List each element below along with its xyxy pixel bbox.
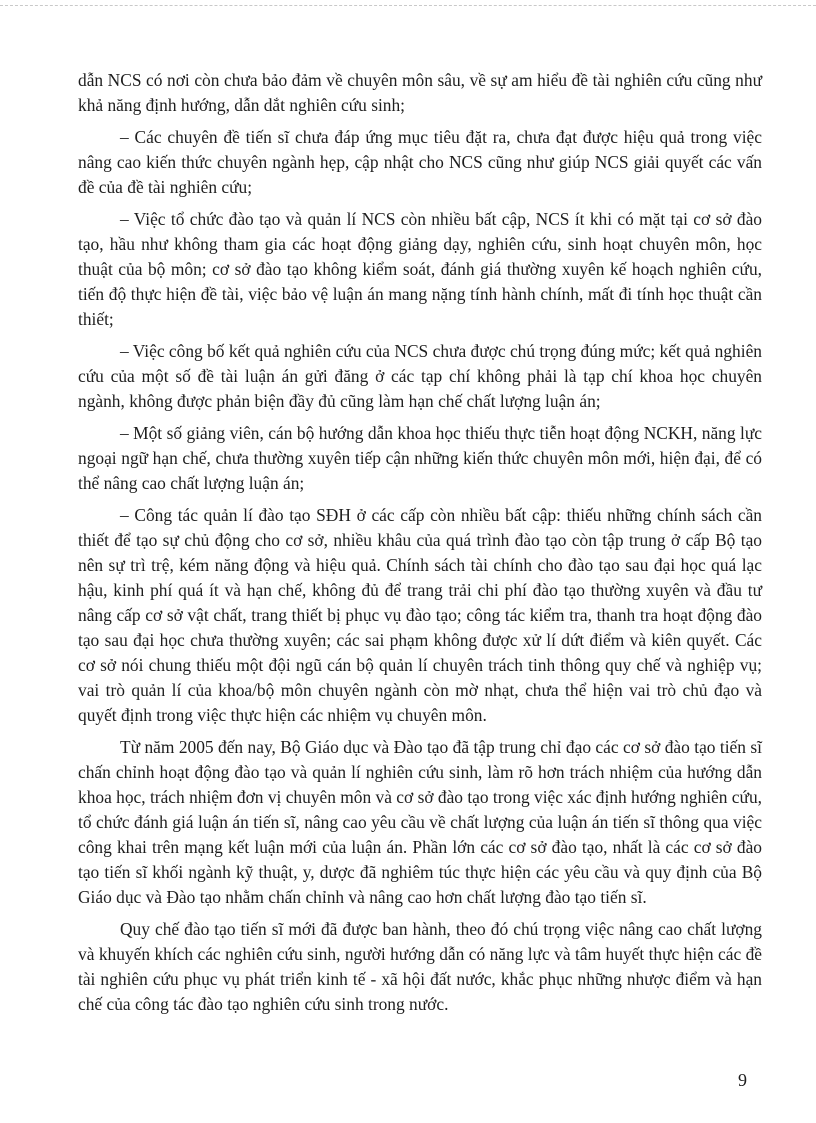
list-item-paragraph: – Công tác quản lí đào tạo SĐH ở các cấp còn nhiều bất cập: thiếu những chính sách cần thiết để tạo sự chủ động cho cơ sở, nhiều khâu của quá trình đào tạo còn tập trung ở cấp Bộ tạo nên sự trì trệ, kém năng động và hiệu quả. Chính sách tài chính cho đào tạo sau đại học quá lạc hậu, kinh phí quá ít và hạn chế, không đủ để trang trải chi phí đào tạo thường xuyên và đầu tư nâng cấp cơ sở vật chất, trang thiết bị phục vụ đào tạo; công tác kiểm tra, thanh tra hoạt động đào tạo sau đại học chưa thường xuyên; các sai phạm không được xử lí dứt điểm và kiên quyết. Các cơ sở nói chung thiếu một đội ngũ cán bộ quản lí chuyên trách tinh thông quy chế và nghiệp vụ; vai trò quản lí của khoa/bộ môn chuyên ngành còn mờ nhạt, chưa thể hiện vai trò chủ đạo và quyết định trong việc thực hiện các nhiệm vụ chuyên môn. [78,505,762,725]
list-item-paragraph: – Một số giảng viên, cán bộ hướng dẫn khoa học thiếu thực tiễn hoạt động NCKH, năng lực ngoại ngữ hạn chế, chưa thường xuyên tiếp cận những kiến thức chuyên môn mới, hiện đại, để có thể nâng cao chất lượng luận án; [78,423,762,493]
paragraph-continuation: dẫn NCS có nơi còn chưa bảo đảm về chuyên môn sâu, về sự am hiểu đề tài nghiên cứu cũng như khả năng định hướng, dẫn dắt nghiên cứu sinh; [78,70,762,115]
page-top-border [0,5,816,6]
list-item-paragraph: – Việc công bố kết quả nghiên cứu của NCS chưa được chú trọng đúng mức; kết quả nghiên cứu của một số đề tài luận án gửi đăng ở các tạp chí không phải là tạp chí khoa học chuyên ngành, không được phản biện đầy đủ cũng làm hạn chế chất lượng luận án; [78,341,762,411]
page-body [78,68,762,1024]
body-paragraph: Quy chế đào tạo tiến sĩ mới đã được ban hành, theo đó chú trọng việc nâng cao chất lượng và khuyến khích các nghiên cứu sinh, người hướng dẫn có năng lực và tâm huyết thực hiện các đề tài nghiên cứu phục vụ phát triển kinh tế - xã hội đất nước, khắc phục những nhược điểm và hạn chế của công tác đào tạo nghiên cứu sinh trong nước. [78,919,762,1014]
page-number: 9 [738,1070,747,1090]
body-paragraph: Từ năm 2005 đến nay, Bộ Giáo dục và Đào tạo đã tập trung chỉ đạo các cơ sở đào tạo tiến sĩ chấn chỉnh hoạt động đào tạo và quản lí nghiên cứu sinh, làm rõ hơn trách nhiệm của hướng dẫn khoa học, trách nhiệm đơn vị chuyên môn và cơ sở đào tạo trong việc xác định hướng nghiên cứu, tổ chức đánh giá luận án tiến sĩ, nâng cao yêu cầu về chất lượng của luận án tiến sĩ thông qua việc công khai trên mạng kết luận mới của luận án. Phần lớn các cơ sở đào tạo, nhất là các cơ sở đào tạo tiến sĩ khối ngành kỹ thuật, y, dược đã nghiêm túc thực hiện các yêu cầu và quy định của Bộ Giáo dục và Đào tạo nhằm chấn chỉnh và nâng cao hơn chất lượng đào tạo tiến sĩ. [78,737,762,907]
list-item-paragraph: – Các chuyên đề tiến sĩ chưa đáp ứng mục tiêu đặt ra, chưa đạt được hiệu quả trong việc nâng cao kiến thức chuyên ngành hẹp, cập nhật cho NCS cũng như giúp NCS giải quyết các vấn đề của đề tài nghiên cứu; [78,127,762,197]
list-item-paragraph: – Việc tổ chức đào tạo và quản lí NCS còn nhiều bất cập, NCS ít khi có mặt tại cơ sở đào tạo, hầu như không tham gia các hoạt động giảng dạy, nghiên cứu, sinh hoạt chuyên môn, học thuật của bộ môn; cơ sở đào tạo không kiểm soát, đánh giá thường xuyên kế hoạch nghiên cứu, tiến độ thực hiện đề tài, việc bảo vệ luận án mang nặng tính hành chính, mất đi tính học thuật cần thiết; [78,209,762,329]
